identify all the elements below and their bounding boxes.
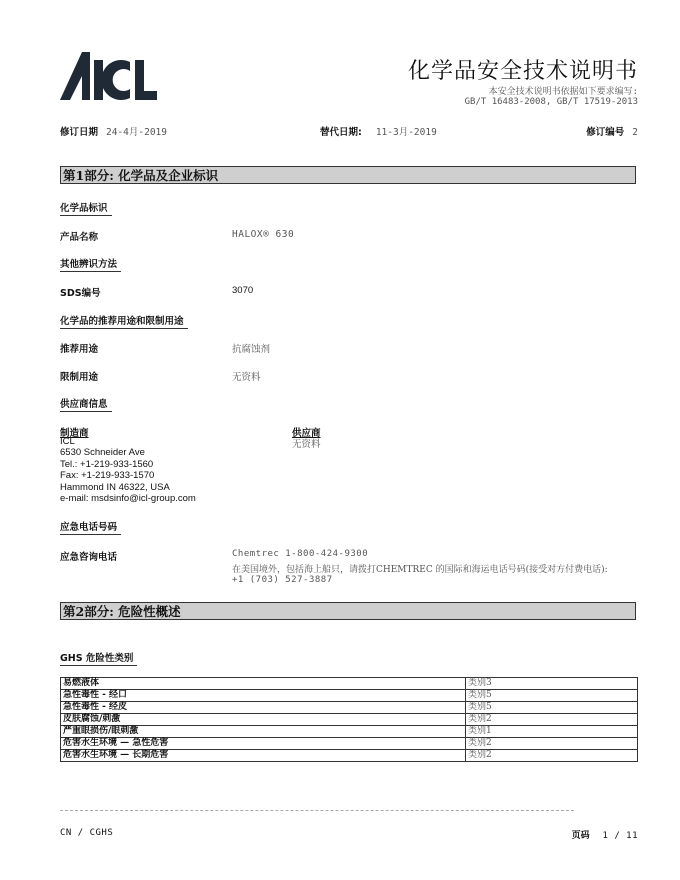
use-heading: 化学品的推荐用途和限制用途: [60, 313, 188, 329]
sds-number-label: SDS编号: [60, 288, 101, 299]
table-row: [61, 726, 638, 738]
revision-date: [60, 124, 167, 138]
product-name-value: HALOX® 630: [232, 229, 295, 240]
hazard-category: 类别2: [466, 750, 638, 762]
manufacturer-address: [60, 436, 196, 504]
page-value: 1 / 11: [602, 831, 638, 841]
icl-logo: [60, 50, 160, 106]
hazard-name: 危害水生环境 — 急性危害: [61, 738, 466, 750]
hazard-category: 类别5: [466, 690, 638, 702]
page-number: [572, 828, 638, 841]
ghs-heading: GHS 危险性类别: [60, 650, 137, 666]
emergency-phone-intl: +1 (703) 527-3887: [232, 575, 333, 585]
supplier-value: 无资料: [292, 439, 321, 450]
manufacturer-line: 6530 Schneider Ave: [60, 447, 145, 459]
product-name-label: 产品名称: [60, 232, 99, 243]
revision-number-value: 2: [632, 127, 638, 138]
supplier-info-heading: 供应商信息: [60, 396, 112, 412]
footer-divider: [60, 810, 574, 811]
hazard-name: 严重眼损伤/眼刺激: [61, 726, 466, 738]
other-id-heading: 其他辨识方法: [60, 256, 121, 272]
emergency-intl-note: 在美国境外，包括海上船只，请拨打CHEMTREC 的国际和海运电话号码(接受对方付费电话):: [232, 565, 608, 575]
hazard-name: 易燃液体: [61, 678, 466, 690]
manufacturer-line: Hammond IN 46322, USA: [60, 481, 170, 493]
footer-region-code: CN / CGHS: [60, 828, 114, 838]
table-row: [61, 690, 638, 702]
revision-date-value: 24-4月-2019: [106, 127, 167, 138]
supersede-date-value: 11-3月-2019: [375, 127, 437, 138]
hazard-name: 急性毒性 - 经口: [61, 690, 466, 702]
sds-number-value: 3070: [232, 285, 254, 296]
recommended-use-label: 推荐用途: [60, 344, 99, 355]
table-row: [61, 750, 638, 762]
emergency-phone-chemtrec: Chemtrec 1-800-424-9300: [232, 549, 369, 559]
table-row: [61, 714, 638, 726]
supersede-date-label: 替代日期:: [320, 127, 362, 138]
product-id-heading: 化学品标识: [60, 200, 112, 216]
subtitle-basis: 本安全技术说明书依据如下要求编写:: [488, 87, 638, 97]
hazard-category: 类别2: [466, 714, 638, 726]
supersede-date: [320, 124, 437, 138]
hazard-category: 类别3: [466, 678, 638, 690]
section1-heading: 第1部分: 化学品及企业标识: [60, 166, 636, 184]
ghs-classification-table: [60, 677, 638, 762]
table-row: [61, 738, 638, 750]
document-title: 化学品安全技术说明书: [407, 59, 638, 84]
restricted-use-label: 限制用途: [60, 372, 99, 383]
subtitle-standards: GB/T 16483-2008, GB/T 17519-2013: [464, 97, 638, 107]
revision-number: [586, 124, 638, 138]
table-row: [61, 702, 638, 714]
manufacturer-line: Fax: +1-219-933-1570: [60, 470, 155, 482]
supplier-label: 供应商: [292, 428, 321, 439]
manufacturer-line: ICL: [60, 436, 75, 447]
hazard-category: 类别1: [466, 726, 638, 738]
page-label: 页码: [571, 831, 590, 841]
table-row: [61, 678, 638, 690]
section2-heading: 第2部分: 危险性概述: [60, 602, 636, 620]
emergency-label: 应急咨询电话: [60, 552, 118, 563]
hazard-name: 急性毒性 - 经皮: [61, 702, 466, 714]
hazard-name: 危害水生环境 — 长期危害: [61, 750, 466, 762]
hazard-name: 皮肤腐蚀/刺激: [61, 714, 466, 726]
hazard-category: 类别5: [466, 702, 638, 714]
revision-number-label: 修订编号: [586, 127, 625, 138]
recommended-use-value: 抗腐蚀剂: [232, 344, 271, 355]
manufacturer-line: Tel.: +1-219-933-1560: [60, 458, 154, 470]
revision-date-label: 修订日期: [60, 127, 99, 138]
manufacturer-label: 制造商: [60, 428, 89, 439]
hazard-category: 类别2: [466, 738, 638, 750]
restricted-use-value: 无资料: [232, 372, 261, 383]
emergency-heading: 应急电话号码: [60, 519, 121, 535]
manufacturer-email: e-mail: msdsinfo@icl-group.com: [60, 493, 196, 505]
